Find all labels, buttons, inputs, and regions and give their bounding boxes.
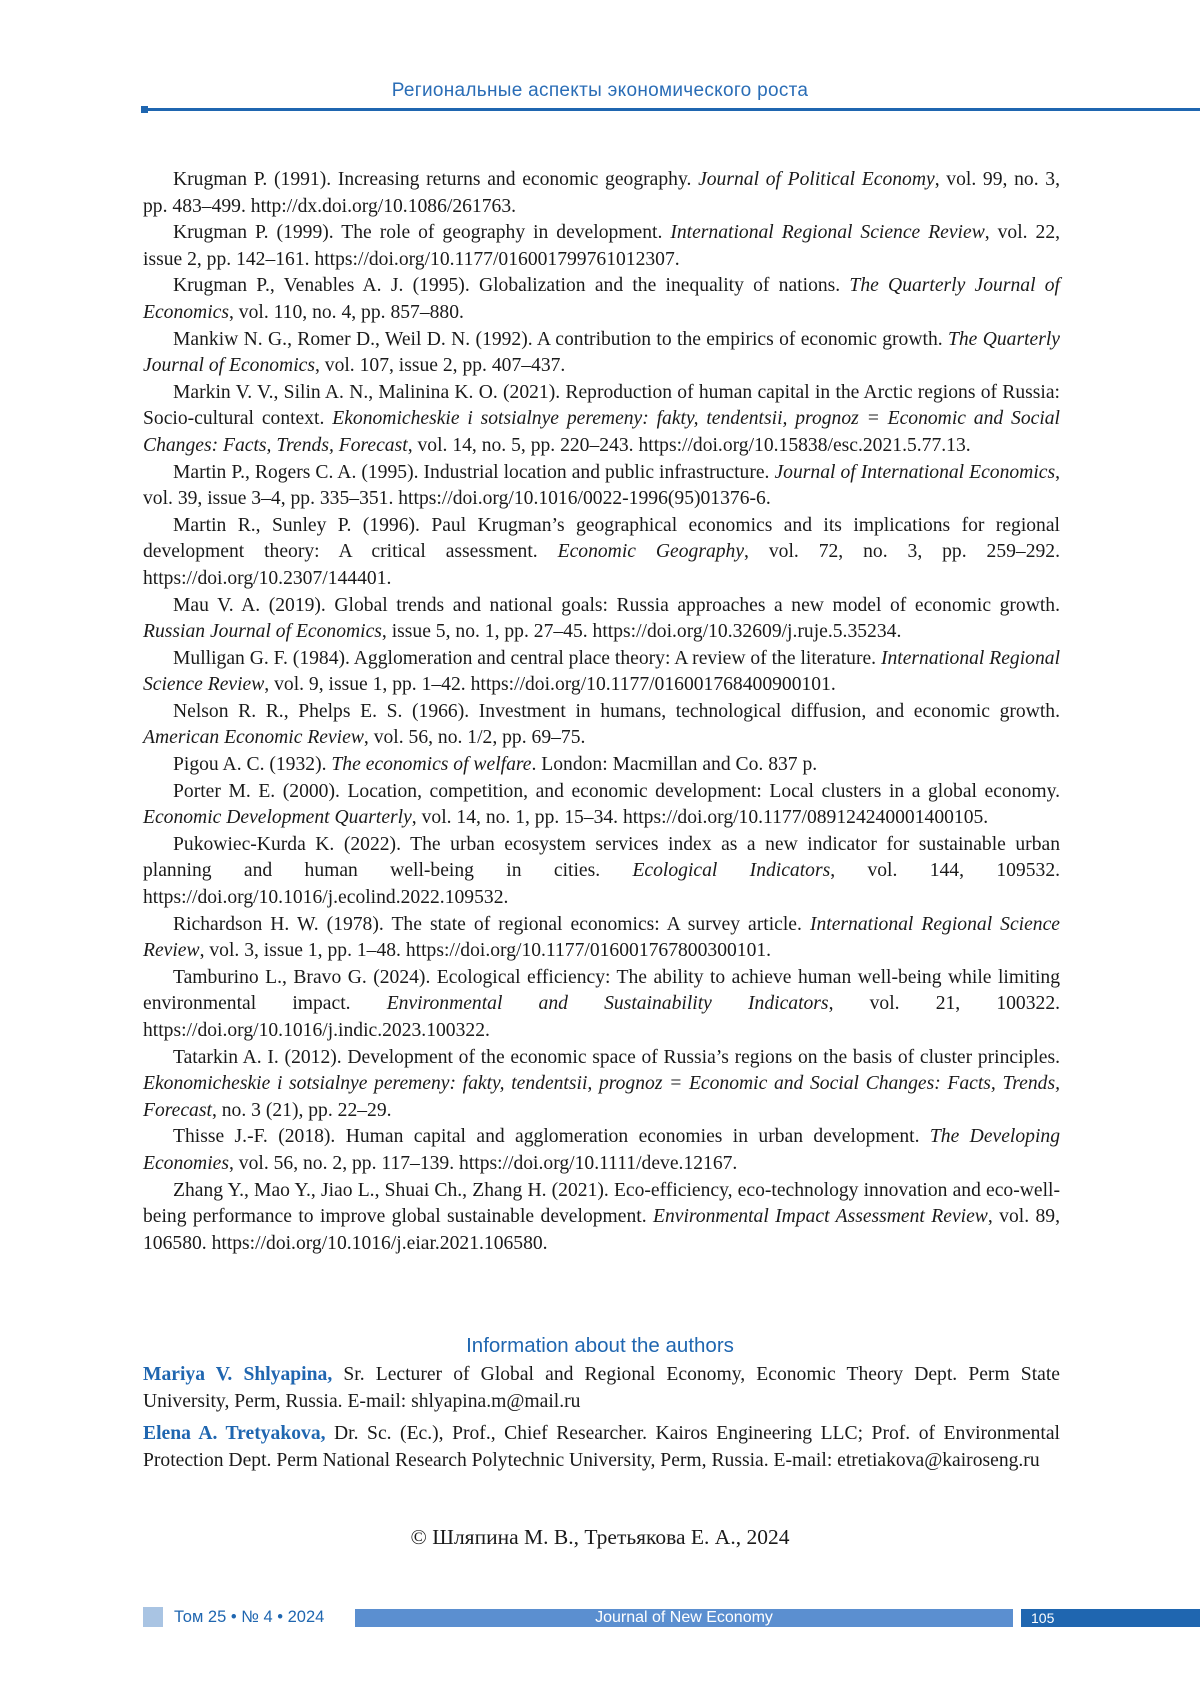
reference-entry (143, 646, 1060, 699)
reference-entry (143, 965, 1060, 1045)
reference-list (143, 167, 1060, 1257)
reference-text: Krugman P. (1999). The role of geography in development. (173, 222, 671, 244)
reference-details: , vol. 56, no. 2, pp. 117–139. https://doi.org/10.1111/deve.12167. (228, 1152, 738, 1174)
reference-journal: Economic Geography (557, 541, 745, 563)
copyright-notice: © Шляпина М. В., Третьякова Е. А., 2024 (410, 1525, 790, 1549)
reference-entry (143, 912, 1060, 965)
reference-journal: Journal of International Economics (774, 461, 1056, 483)
reference-text: Nelson R. R., Phelps E. S. (1966). Investment in humans, technological diffusion, and economic growth. (173, 700, 1060, 722)
footer-issue-info: Том 25 • № 4 • 2024 (174, 1608, 325, 1626)
reference-journal: American Economic Review (143, 727, 364, 749)
reference-entry (143, 593, 1060, 646)
reference-details: . London: Macmillan and Co. 837 p. (531, 754, 818, 776)
reference-text: Tamburino L., Bravo G. (2024). Ecological efficiency: The ability to achieve human well-being while limiting environmental impact. (143, 966, 1060, 1015)
reference-entry (143, 779, 1060, 832)
reference-details: , vol. 21, 100322. https://doi.org/10.1016/j.indic.2023.100322. (143, 993, 1061, 1041)
reference-text: Martin P., Rogers C. A. (1995). Industrial location and public infrastructure. (173, 461, 775, 483)
author-name: Mariya V. Shlyapina, (143, 1364, 333, 1385)
reference-entry (143, 1178, 1060, 1258)
reference-entry (143, 327, 1060, 380)
reference-details: , vol. 3, issue 1, pp. 1–48. https://doi.org/10.1177/016001767800300101. (199, 940, 772, 962)
reference-text: Markin V. V., Silin A. N., Malinina K. O. (2021). Reproduction of human capital in the Arctic regions of Russia: Socio-cultural context. (143, 381, 1060, 430)
reference-details: , vol. 107, issue 2, pp. 407–437. (314, 355, 566, 377)
reference-journal: Ekonomicheskie i sotsialnye peremeny: fakty, tendentsii, prognoz = Economic and Social Changes: Facts, Trends, Forecast (143, 408, 1060, 456)
reference-entry (143, 460, 1060, 513)
reference-entry (143, 167, 1060, 220)
reference-journal: Russian Journal of Economics (143, 621, 382, 643)
header-rule (145, 108, 1200, 111)
running-header-title: Региональные аспекты экономического роста (391, 80, 809, 101)
reference-entry (143, 1124, 1060, 1177)
reference-journal: International Regional Science Review (143, 647, 1061, 696)
reference-entry (143, 699, 1060, 752)
page-footer (0, 1607, 1200, 1629)
reference-journal: The Quarterly Journal of Economics (143, 275, 1060, 323)
reference-details: , vol. 89, 106580. https://doi.org/10.1016/j.eiar.2021.106580. (143, 1206, 1060, 1254)
reference-entry (143, 273, 1060, 326)
page-number: 105 (1021, 1609, 1200, 1627)
reference-text: Richardson H. W. (1978). The state of regional economics: A survey article. (173, 913, 810, 935)
reference-entry (143, 380, 1060, 460)
reference-details: , vol. 72, no. 3, pp. 259–292. https://doi.org/10.2307/144401. (143, 541, 1061, 589)
reference-entry (143, 832, 1060, 912)
author-info: Sr. Lecturer of Global and Regional Economy, Economic Theory Dept. Perm State University, Perm, Russia. E-mail: shlyapina.m@mail.ru (143, 1364, 1060, 1412)
reference-details: , vol. 14, no. 5, pp. 220–243. https://doi.org/10.15838/esc.2021.5.77.13. (407, 434, 971, 456)
reference-journal: The Quarterly Journal of Economics (143, 328, 1060, 377)
reference-journal: International Regional Science Review (670, 222, 985, 244)
reference-details: , issue 5, no. 1, pp. 27–45. https://doi.org/10.32609/j.ruje.5.35234. (381, 621, 902, 643)
reference-journal: Ekonomicheskie i sotsialnye peremeny: fakty, tendentsii, prognoz = Economic and Social Changes: Facts, Trends, Forecast (143, 1073, 1060, 1121)
author-info: Dr. Sc. (Ec.), Prof., Chief Researcher. Kairos Engineering LLC; Prof. of Environmental Protection Dept. Perm National Research Polytechnic University, Perm, Russia. E-mail: etretiakova@kairoseng.ru (143, 1423, 1060, 1471)
reference-text: Mau V. A. (2019). Global trends and national goals: Russia approaches a new model of economic growth. (173, 594, 1060, 616)
reference-details: , vol. 56, no. 1/2, pp. 69–75. (363, 727, 586, 749)
reference-text: Krugman P. (1991). Increasing returns and economic geography. (173, 169, 699, 190)
reference-text: Mulligan G. F. (1984). Agglomeration and central place theory: A review of the literature. (173, 647, 881, 669)
reference-details: , vol. 9, issue 1, pp. 1–42. https://doi.org/10.1177/016001768400900101. (264, 674, 836, 696)
reference-journal: Environmental and Sustainability Indicators (386, 993, 829, 1015)
reference-details: , vol. 110, no. 4, pp. 857–880. (228, 301, 464, 323)
reference-entry (143, 752, 1060, 779)
reference-text: Martin R., Sunley P. (1996). Paul Krugman’s geographical economics and its implications for regional development theory: A critical assessment. (143, 514, 1060, 563)
reference-journal: Environmental Impact Assessment Review (653, 1206, 988, 1228)
author-name: Elena A. Tretyakova, (143, 1423, 326, 1445)
reference-details: , vol. 144, 109532. https://doi.org/10.1016/j.ecolind.2022.109532. (143, 860, 1061, 909)
reference-text: Porter M. E. (2000). Location, competition, and economic development: Local clusters in a global economy. (173, 780, 1060, 802)
reference-entry (143, 513, 1060, 593)
reference-journal: The economics of welfare (331, 754, 532, 776)
reference-text: Thisse J.-F. (2018). Human capital and agglomeration economies in urban development. (173, 1126, 930, 1148)
authors-heading: Information about the authors (466, 1334, 734, 1357)
reference-journal: Ecological Indicators (632, 860, 831, 882)
reference-text: Krugman P., Venables A. J. (1995). Globalization and the inequality of nations. (173, 275, 850, 297)
reference-details: , vol. 99, no. 3, pp. 483–499. http://dx.doi.org/10.1086/261763. (143, 169, 1060, 217)
reference-text: Mankiw N. G., Romer D., Weil D. N. (1992). A contribution to the empirics of economic growth. (173, 328, 948, 350)
reference-details: , vol. 14, no. 1, pp. 15–34. https://doi.org/10.1177/089124240001400105. (411, 807, 989, 829)
reference-journal: The Developing Economies (143, 1126, 1060, 1174)
reference-details: , no. 3 (21), pp. 22–29. (211, 1099, 392, 1121)
reference-journal: International Regional Science Review (143, 913, 1060, 962)
reference-details: , vol. 39, issue 3–4, pp. 335–351. https://doi.org/10.1016/0022-1996(95)01376-6. (143, 461, 1060, 510)
author-entry (143, 1421, 1060, 1474)
reference-details: , vol. 22, issue 2, pp. 142–161. https://doi.org/10.1177/016001799761012307. (143, 222, 1061, 270)
reference-text: Pukowiec-Kurda K. (2022). The urban ecosystem services index as a new indicator for sustainable urban planning and human well-being in cities. (143, 833, 1060, 882)
reference-text: Zhang Y., Mao Y., Jiao L., Shuai Ch., Zhang H. (2021). Eco-efficiency, eco-technology innovation and eco-well-being performance to improve global sustainable development. (143, 1179, 1060, 1228)
authors-list (143, 1362, 1060, 1480)
footer-square-marker (143, 1607, 163, 1627)
reference-journal: Journal of Political Economy (698, 169, 935, 190)
reference-text: Pigou A. C. (1932). (173, 754, 332, 776)
footer-journal-name: Journal of New Economy (355, 1609, 1013, 1627)
reference-journal: Economic Development Quarterly (143, 807, 412, 829)
reference-text: Tatarkin A. I. (2012). Development of the economic space of Russia’s regions on the basis of cluster principles. (173, 1046, 1060, 1068)
author-entry (143, 1362, 1060, 1415)
reference-entry (143, 220, 1060, 273)
reference-entry (143, 1045, 1060, 1125)
